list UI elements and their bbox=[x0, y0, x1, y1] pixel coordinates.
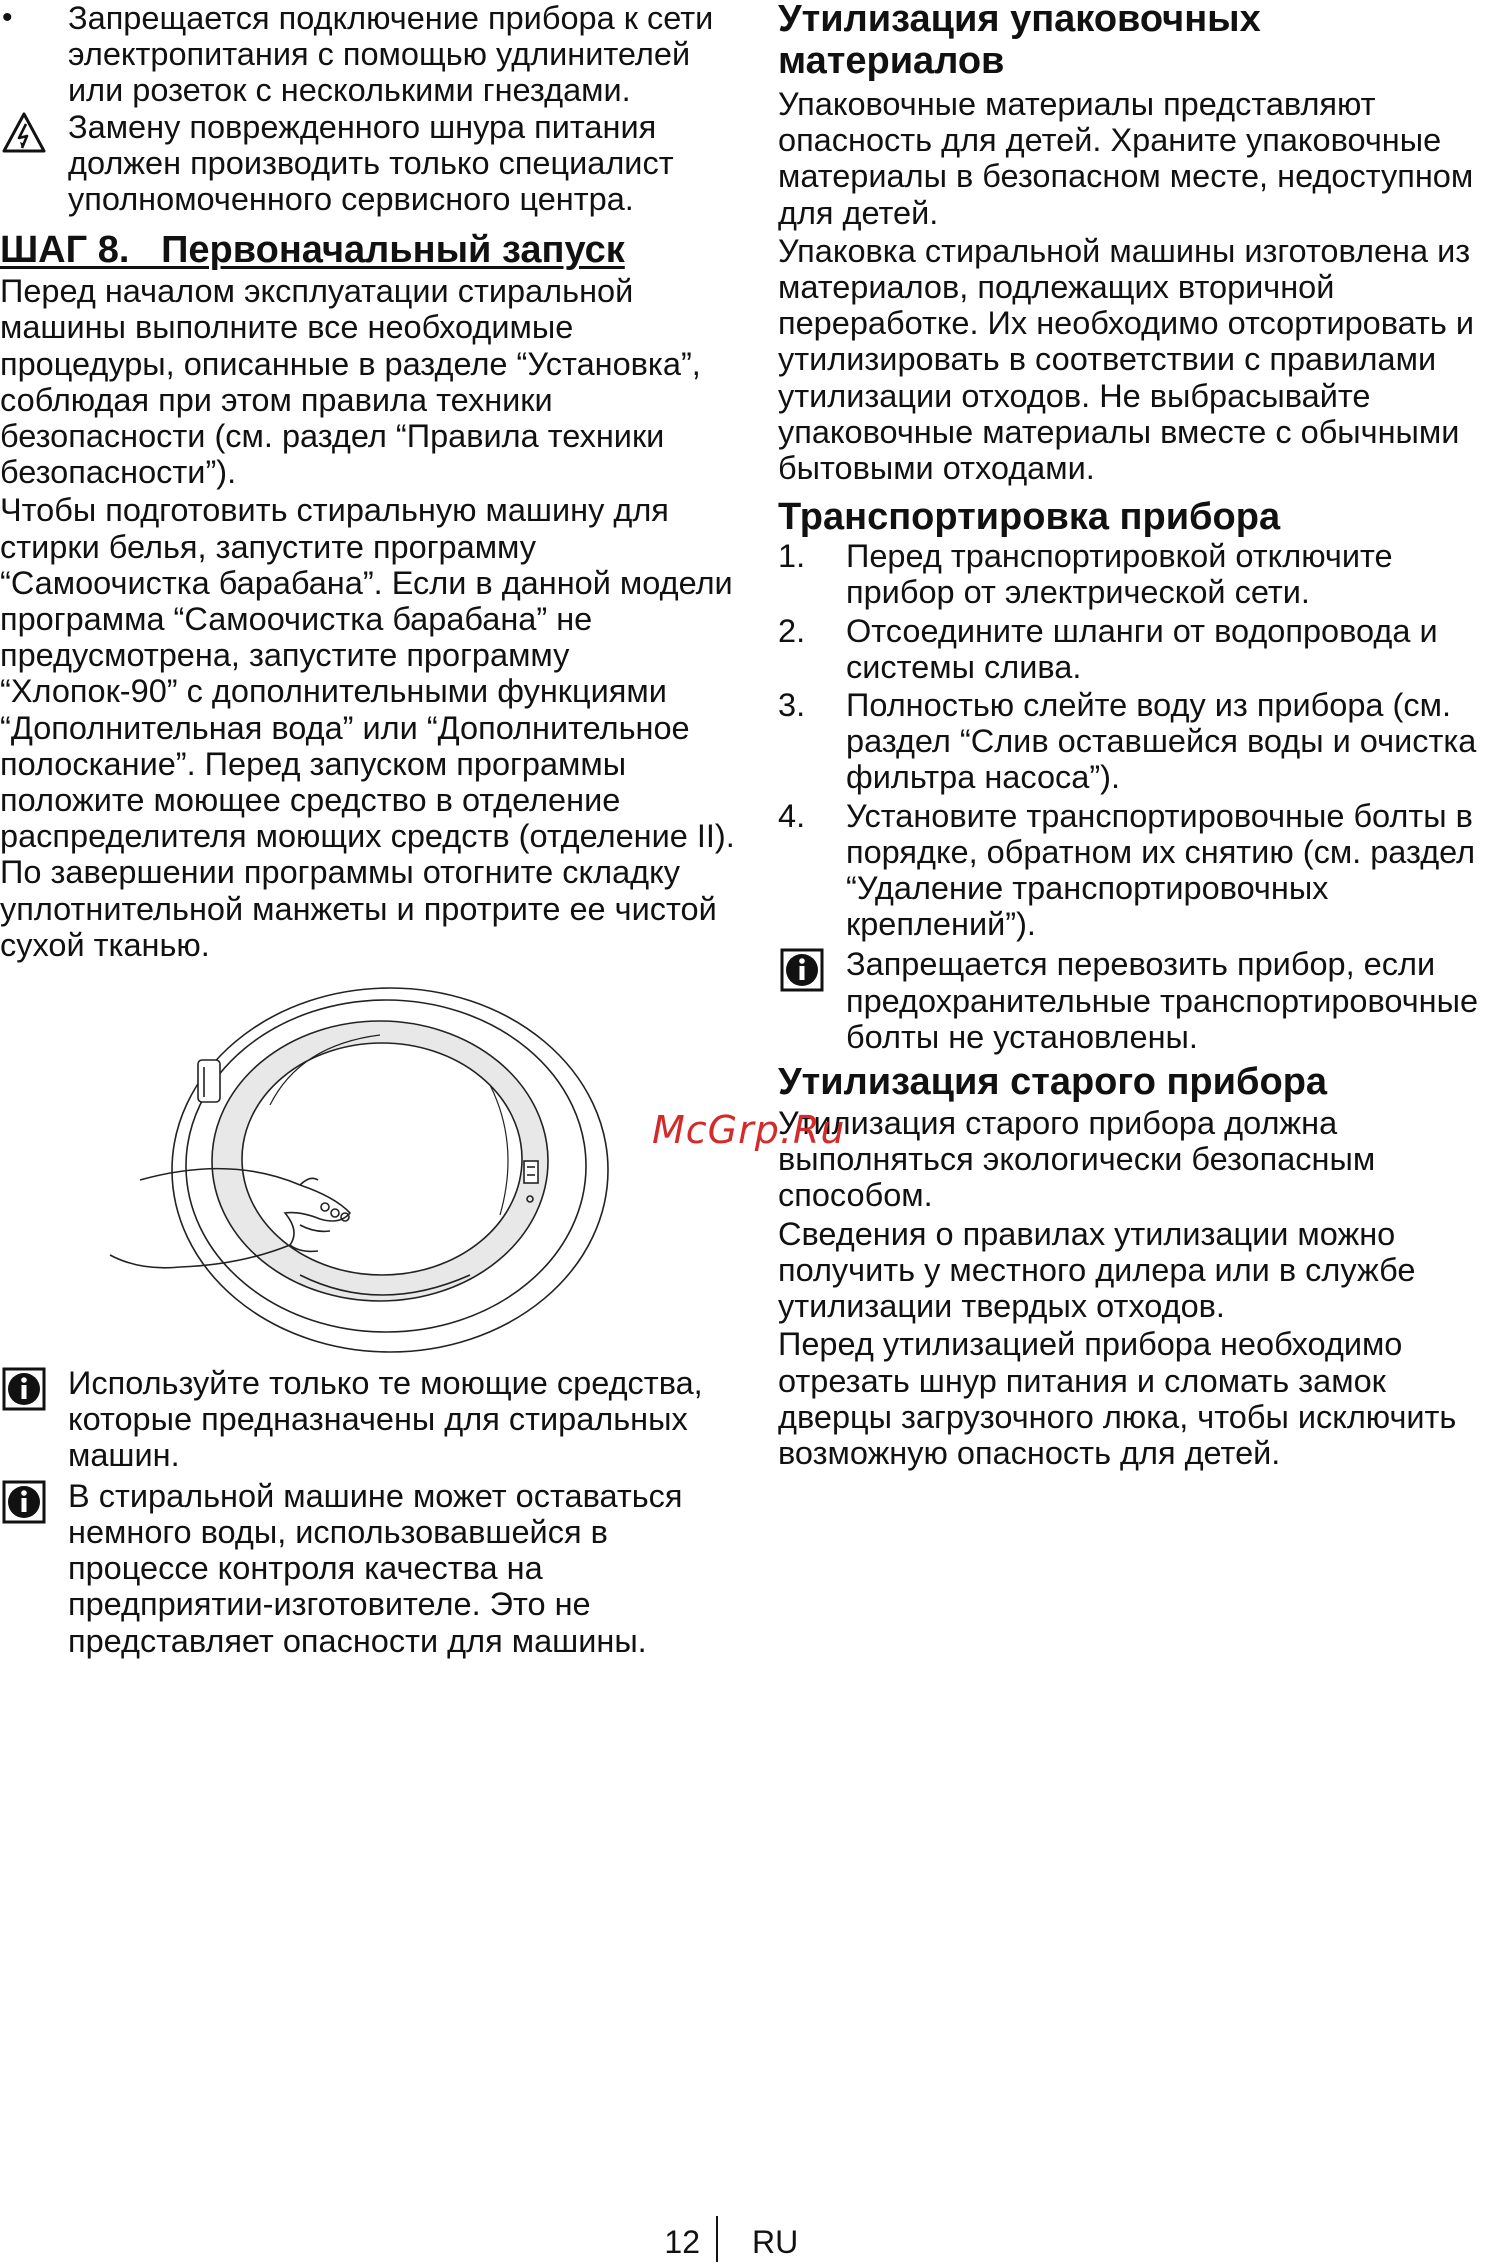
step-text: Перед транспортировкой отключите прибор от электрической сети. bbox=[846, 538, 1393, 611]
list-item bbox=[778, 613, 1490, 685]
disposal-para-3: Перед утилизацией прибора необходимо отрезать шнур питания и сломать замок дверцы загрузочного люка, чтобы исключить возможную опасность для детей. bbox=[778, 1326, 1457, 1471]
transport-steps-list bbox=[778, 538, 1490, 942]
disposal-heading: Утилизация старого прибора bbox=[778, 1061, 1328, 1104]
water-info-note bbox=[0, 1478, 735, 1659]
info-icon bbox=[2, 1367, 46, 1411]
page-number: 12 bbox=[664, 2224, 700, 2260]
power-bullet bbox=[0, 0, 735, 109]
list-item bbox=[778, 538, 1490, 610]
transport-info-note bbox=[778, 946, 1490, 1055]
warning-text: Замену поврежденного шнура питания должен производить только специалист уполномоченного сервисного центра. bbox=[68, 108, 674, 218]
bullet-dot: • bbox=[2, 1, 13, 34]
step-number: 2. bbox=[778, 612, 806, 649]
watermark: McGrp.Ru bbox=[652, 1108, 846, 1152]
packaging-para-2: Упаковка стиральной машины изготовлена из материалов, подлежащих вторичной переработке. Их необходимо отсортировать и утилизировать в соответствии с правилами утилизации отходов. Не выбрасывайте упаковочные материалы вместе с обычными бытовыми отходами. bbox=[778, 232, 1475, 487]
page-footer bbox=[0, 2222, 1490, 2262]
door-cleaning-illustration bbox=[0, 975, 735, 1355]
transport-heading: Транспортировка прибора bbox=[778, 496, 1281, 539]
detergent-info-note bbox=[0, 1365, 735, 1474]
disposal-para-1: Утилизация старого прибора должна выполняться экологически безопасным способом. bbox=[778, 1105, 1376, 1214]
electric-warning-icon bbox=[2, 111, 46, 155]
list-item bbox=[778, 798, 1490, 943]
detergent-info-text: Используйте только те моющие средства, которые предназначены для стиральных машин. bbox=[68, 1365, 703, 1474]
info-icon bbox=[780, 948, 824, 992]
step-8-heading: ШАГ 8. Первоначальный запуск bbox=[0, 229, 625, 272]
packaging-para-1: Упаковочные материалы представляют опасность для детей. Храните упаковочные материалы в безопасном месте, недоступном для детей. bbox=[778, 86, 1474, 231]
step-number: 1. bbox=[778, 538, 806, 575]
warning-note bbox=[0, 109, 735, 218]
step-text: Установите транспортировочные болты в порядке, обратном их снятию (см. раздел “Удаление транспортировочных креплений”). bbox=[846, 797, 1476, 943]
power-bullet-text: Запрещается подключение прибора к сети электропитания с помощью удлинителей или розеток с несколькими гнездами. bbox=[68, 0, 714, 109]
left-column bbox=[0, 0, 735, 1659]
language-code: RU bbox=[752, 2224, 799, 2260]
step-number: 4. bbox=[778, 797, 806, 834]
packaging-heading: Утилизация упаковочных материалов bbox=[778, 0, 1261, 82]
step-text: Отсоедините шланги от водопровода и системы слива. bbox=[846, 612, 1438, 685]
info-icon bbox=[2, 1480, 46, 1524]
step-number: 3. bbox=[778, 687, 806, 724]
water-info-text: В стиральной машине может оставаться немного воды, использовавшейся в процессе контроля качества на предприятии-изготовителе. Это не представляет опасности для машины. bbox=[68, 1477, 683, 1659]
disposal-para-2: Сведения о правилах утилизации можно получить у местного дилера или в службе утилизации твердых отходов. bbox=[778, 1215, 1416, 1325]
step-text: Полностью слейте воду из прибора (см. раздел “Слив оставшейся воды и очистка фильтра насоса”). bbox=[846, 687, 1477, 796]
right-column bbox=[778, 0, 1490, 1471]
transport-info-text: Запрещается перевозить прибор, если предохранительные транспортировочные болты не установлены. bbox=[846, 946, 1479, 1055]
footer-divider bbox=[716, 2216, 718, 2262]
list-item bbox=[778, 687, 1490, 796]
step-para-2: Чтобы подготовить стиральную машину для стирки белья, запустите программу “Самоочистка барабана”. Если в данной модели программа “Самоочистка барабана” не предусмотрена, запустите программу “Хлопок-90” с дополнительными функциями “Дополнительная вода” или “Дополнительное полоскание”. Перед запуском программы положите моющее средство в отделение распределителя моющих средств (отделение II). По завершении программы отогните складку уплотнительной манжеты и протрите ее чистой сухой тканью. bbox=[0, 492, 735, 963]
step-para-1: Перед началом эксплуатации стиральной машины выполните все необходимые процедуры, описанные в разделе “Установка”, соблюдая при этом правила техники безопасности (см. раздел “Правила техники безопасности”). bbox=[0, 273, 701, 491]
